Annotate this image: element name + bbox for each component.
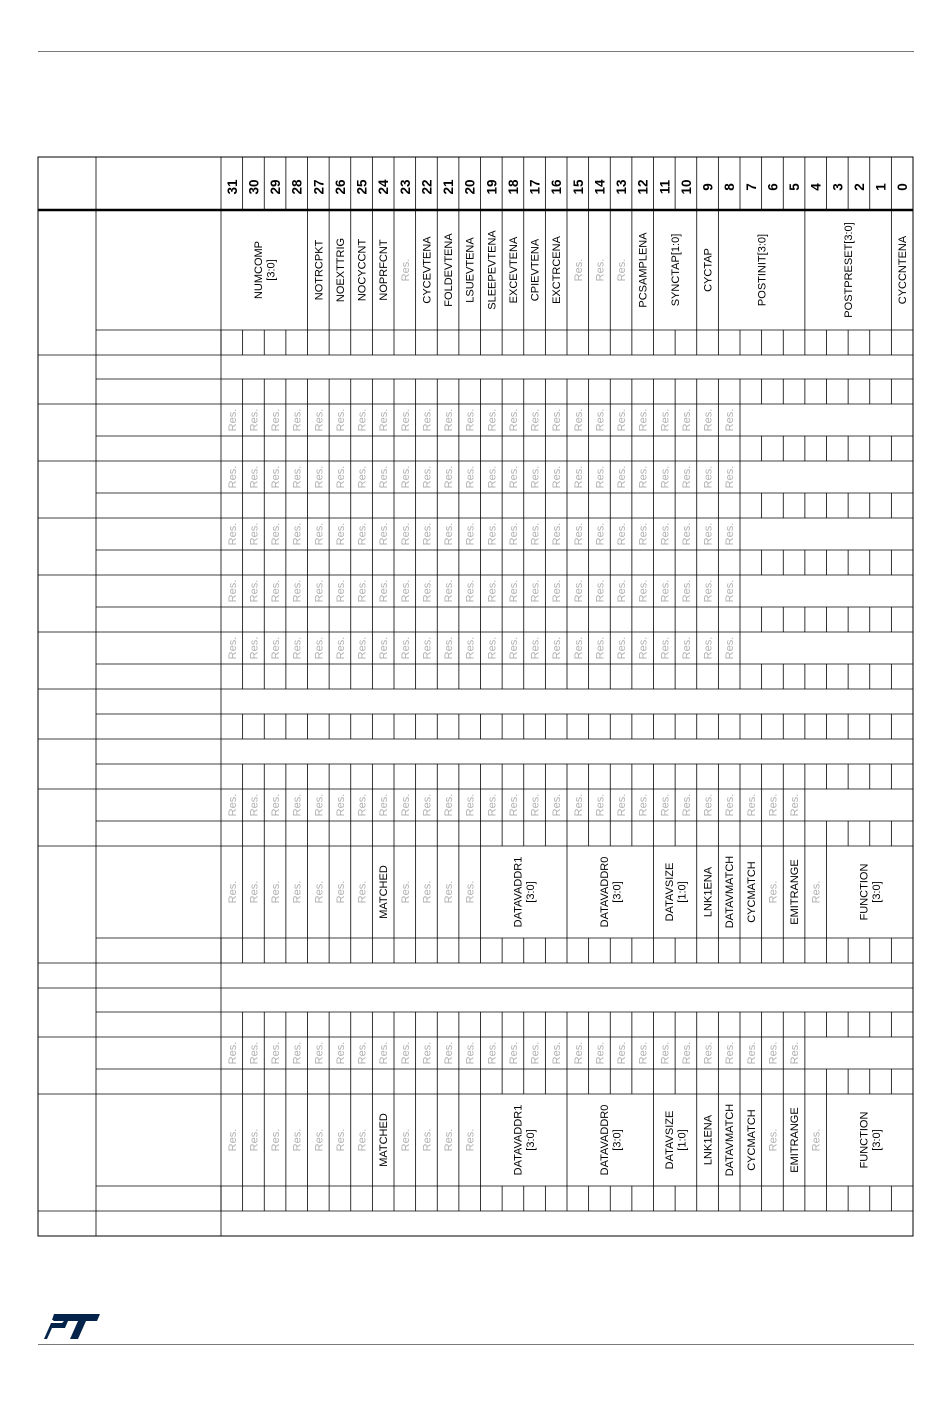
field-label: [3:0] xyxy=(611,1129,624,1151)
reserved-label: Res. xyxy=(680,522,693,546)
field-label: [3:0] xyxy=(611,881,624,903)
reserved-label: Res. xyxy=(507,408,520,432)
field-label: DATAVADDR0 xyxy=(599,1104,611,1176)
page-bottom-rule xyxy=(38,1344,914,1345)
field-label: [3:0] xyxy=(265,259,278,281)
reserved-label: Res. xyxy=(724,579,737,603)
reserved-label: Res. xyxy=(464,408,477,432)
reserved-label: Res. xyxy=(399,880,412,904)
bit-number: 21 xyxy=(441,179,457,195)
bit-number: 19 xyxy=(484,179,500,195)
bit-number: 17 xyxy=(527,179,543,195)
reserved-label: Res. xyxy=(616,465,629,489)
reserved-label: Res. xyxy=(291,522,304,546)
reserved-label: Res. xyxy=(702,1041,715,1065)
reserved-label: Res. xyxy=(291,579,304,603)
reserved-label: Res. xyxy=(745,1041,758,1065)
reserved-label: Res. xyxy=(334,636,347,660)
reserved-label: Res. xyxy=(226,465,239,489)
reserved-label: Res. xyxy=(421,465,434,489)
reserved-label: Res. xyxy=(464,1041,477,1065)
reserved-label: Res. xyxy=(313,465,326,489)
reserved-label: Res. xyxy=(334,1128,347,1152)
field-label: [1:0] xyxy=(676,1129,689,1151)
reserved-label: Res. xyxy=(421,880,434,904)
field-label: EXCTRCENA xyxy=(551,236,564,304)
field-label: NUMCOMP xyxy=(253,240,265,300)
bit-number: 0 xyxy=(895,183,911,191)
reserved-label: Res. xyxy=(291,1128,304,1152)
reserved-label: Res. xyxy=(767,1041,780,1065)
reserved-label: Res. xyxy=(399,522,412,546)
reserved-label: Res. xyxy=(334,1041,347,1065)
reserved-label: Res. xyxy=(291,880,304,904)
reserved-label: Res. xyxy=(464,880,477,904)
reserved-label: Res. xyxy=(421,636,434,660)
reserved-label: Res. xyxy=(767,793,780,817)
reserved-label: Res. xyxy=(724,465,737,489)
reserved-label: Res. xyxy=(702,793,715,817)
reserved-label: Res. xyxy=(702,408,715,432)
reserved-label: Res. xyxy=(248,880,261,904)
reserved-label: Res. xyxy=(421,522,434,546)
reserved-label: Res. xyxy=(680,636,693,660)
field-label: SLEEPEVTENA xyxy=(486,230,499,310)
reserved-label: Res. xyxy=(551,793,564,817)
reserved-label: Res. xyxy=(724,1041,737,1065)
reserved-label: Res. xyxy=(789,793,802,817)
reserved-label: Res. xyxy=(248,636,261,660)
field-label: MATCHED xyxy=(378,865,391,919)
field-label: NOEXTTRIG xyxy=(334,237,347,303)
reserved-label: Res. xyxy=(270,1041,283,1065)
reserved-label: Res. xyxy=(356,793,369,817)
field-label: DATAVMATCH xyxy=(724,855,737,929)
bit-number: 31 xyxy=(224,179,240,195)
reserved-label: Res. xyxy=(399,408,412,432)
reserved-label: Res. xyxy=(767,1128,780,1152)
field-label: [1:0] xyxy=(676,881,689,903)
reserved-label: Res. xyxy=(724,408,737,432)
reserved-label: Res. xyxy=(680,465,693,489)
field-label: PCSAMPLENA xyxy=(637,232,650,308)
reserved-label: Res. xyxy=(270,1128,283,1152)
reserved-label: Res. xyxy=(637,1041,650,1065)
reserved-label: Res. xyxy=(572,408,585,432)
reserved-label: Res. xyxy=(291,793,304,817)
reserved-label: Res. xyxy=(572,465,585,489)
table-frame xyxy=(38,157,913,1236)
field-label: DATAVMATCH xyxy=(724,1103,737,1177)
field-label: CYCTAP xyxy=(702,248,715,292)
field-label: [3:0] xyxy=(525,881,537,903)
reserved-label: Res. xyxy=(270,579,283,603)
reserved-label: Res. xyxy=(659,636,672,660)
reserved-label: Res. xyxy=(529,793,542,817)
reserved-label: Res. xyxy=(702,579,715,603)
reserved-label: Res. xyxy=(443,579,456,603)
bit-number: 25 xyxy=(354,179,370,195)
reserved-label: Res. xyxy=(551,522,564,546)
bit-number: 4 xyxy=(808,183,824,191)
field-label: CPIEVTENA xyxy=(529,238,542,302)
reserved-label: Res. xyxy=(378,793,391,817)
reserved-label: Res. xyxy=(378,522,391,546)
field-label: FUNCTION xyxy=(858,863,871,921)
reserved-label: Res. xyxy=(291,408,304,432)
reserved-label: Res. xyxy=(378,1041,391,1065)
bit-number: 8 xyxy=(722,183,738,191)
bit-number: 6 xyxy=(765,183,781,191)
reserved-label: Res. xyxy=(464,465,477,489)
reserved-label: Res. xyxy=(334,880,347,904)
bit-number: 7 xyxy=(743,183,759,191)
bit-number: 13 xyxy=(614,179,630,195)
reserved-label: Res. xyxy=(594,579,607,603)
reserved-label: Res. xyxy=(356,579,369,603)
reserved-label: Res. xyxy=(572,1041,585,1065)
reserved-label: Res. xyxy=(248,522,261,546)
reserved-label: Res. xyxy=(248,579,261,603)
reserved-label: Res. xyxy=(291,465,304,489)
reserved-label: Res. xyxy=(313,522,326,546)
reserved-label: Res. xyxy=(594,636,607,660)
reserved-label: Res. xyxy=(551,636,564,660)
reserved-label: Res. xyxy=(637,465,650,489)
reserved-label: Res. xyxy=(529,579,542,603)
reserved-label: Res. xyxy=(507,793,520,817)
reserved-label: Res. xyxy=(356,636,369,660)
reserved-label: Res. xyxy=(724,636,737,660)
reserved-label: Res. xyxy=(616,1041,629,1065)
reserved-label: Res. xyxy=(616,258,629,282)
reserved-label: Res. xyxy=(529,1041,542,1065)
reserved-label: Res. xyxy=(594,793,607,817)
reserved-label: Res. xyxy=(486,522,499,546)
field-label: DATAVSIZE xyxy=(663,1110,676,1170)
reserved-label: Res. xyxy=(594,258,607,282)
reserved-label: Res. xyxy=(702,522,715,546)
reserved-label: Res. xyxy=(334,522,347,546)
reserved-label: Res. xyxy=(334,793,347,817)
field-label: DATAVADDR0 xyxy=(599,856,611,928)
bit-number: 9 xyxy=(700,183,716,191)
reserved-label: Res. xyxy=(334,465,347,489)
reserved-label: Res. xyxy=(529,465,542,489)
reserved-label: Res. xyxy=(270,793,283,817)
reserved-label: Res. xyxy=(486,465,499,489)
reserved-label: Res. xyxy=(680,579,693,603)
reserved-label: Res. xyxy=(659,465,672,489)
reserved-label: Res. xyxy=(226,880,239,904)
reserved-label: Res. xyxy=(486,408,499,432)
reserved-label: Res. xyxy=(313,579,326,603)
reserved-label: Res. xyxy=(637,636,650,660)
reserved-label: Res. xyxy=(702,636,715,660)
bit-number: 2 xyxy=(851,183,867,191)
reserved-label: Res. xyxy=(680,408,693,432)
reserved-label: Res. xyxy=(572,636,585,660)
reserved-label: Res. xyxy=(572,579,585,603)
reserved-label: Res. xyxy=(313,1041,326,1065)
reserved-label: Res. xyxy=(356,1041,369,1065)
reserved-label: Res. xyxy=(637,793,650,817)
field-label: EMITRANGE xyxy=(789,1107,802,1173)
reserved-label: Res. xyxy=(572,258,585,282)
reserved-label: Res. xyxy=(637,408,650,432)
reserved-label: Res. xyxy=(226,793,239,817)
reserved-label: Res. xyxy=(529,408,542,432)
bit-number: 28 xyxy=(289,179,305,195)
reserved-label: Res. xyxy=(291,1041,304,1065)
reserved-label: Res. xyxy=(421,579,434,603)
bit-number: 23 xyxy=(397,179,413,195)
reserved-label: Res. xyxy=(421,793,434,817)
reserved-label: Res. xyxy=(443,465,456,489)
bit-number: 15 xyxy=(570,179,586,195)
reserved-label: Res. xyxy=(702,465,715,489)
reserved-label: Res. xyxy=(594,522,607,546)
bit-number: 16 xyxy=(549,179,565,195)
reserved-label: Res. xyxy=(226,522,239,546)
reserved-label: Res. xyxy=(248,793,261,817)
reserved-label: Res. xyxy=(659,522,672,546)
reserved-label: Res. xyxy=(313,408,326,432)
reserved-label: Res. xyxy=(226,636,239,660)
field-label: NOCYCCNT xyxy=(356,238,369,302)
reserved-label: Res. xyxy=(680,793,693,817)
reserved-label: Res. xyxy=(551,465,564,489)
bit-number: 18 xyxy=(505,179,521,195)
reserved-label: Res. xyxy=(313,1128,326,1152)
reserved-label: Res. xyxy=(810,1128,823,1152)
reserved-label: Res. xyxy=(399,1041,412,1065)
bit-number: 3 xyxy=(830,183,846,191)
reserved-label: Res. xyxy=(443,880,456,904)
reserved-label: Res. xyxy=(616,636,629,660)
reserved-label: Res. xyxy=(313,636,326,660)
reserved-label: Res. xyxy=(378,579,391,603)
reserved-label: Res. xyxy=(637,522,650,546)
reserved-label: Res. xyxy=(616,793,629,817)
field-label: MATCHED xyxy=(378,1113,391,1167)
field-label: DATAVADDR1 xyxy=(512,856,525,928)
reserved-label: Res. xyxy=(248,1128,261,1152)
reserved-label: Res. xyxy=(507,636,520,660)
reserved-label: Res. xyxy=(572,793,585,817)
field-label: DATAVSIZE xyxy=(663,862,676,922)
reserved-label: Res. xyxy=(399,1128,412,1152)
bit-number: 10 xyxy=(678,179,694,195)
reserved-label: Res. xyxy=(421,1128,434,1152)
reserved-label: Res. xyxy=(270,408,283,432)
reserved-label: Res. xyxy=(659,408,672,432)
reserved-label: Res. xyxy=(399,636,412,660)
field-label: CYCMATCH xyxy=(745,861,758,923)
reserved-label: Res. xyxy=(334,408,347,432)
reserved-label: Res. xyxy=(334,579,347,603)
field-label: EMITRANGE xyxy=(789,859,802,925)
reserved-label: Res. xyxy=(421,1041,434,1065)
reserved-label: Res. xyxy=(594,408,607,432)
field-label: LNK1ENA xyxy=(702,866,715,918)
reserved-label: Res. xyxy=(637,579,650,603)
reserved-label: Res. xyxy=(356,880,369,904)
bit-number: 24 xyxy=(376,179,392,195)
field-label: CYCEVTENA xyxy=(421,236,434,304)
bit-number: 1 xyxy=(873,183,889,191)
reserved-label: Res. xyxy=(356,408,369,432)
reserved-label: Res. xyxy=(789,1041,802,1065)
reserved-label: Res. xyxy=(270,465,283,489)
field-label: NOPRFCNT xyxy=(378,239,391,301)
reserved-label: Res. xyxy=(551,408,564,432)
reserved-label: Res. xyxy=(594,465,607,489)
reserved-label: Res. xyxy=(248,408,261,432)
reserved-label: Res. xyxy=(486,636,499,660)
field-label: SYNCTAP[1:0] xyxy=(670,233,683,307)
reserved-label: Res. xyxy=(659,793,672,817)
reserved-label: Res. xyxy=(226,408,239,432)
reserved-label: Res. xyxy=(486,793,499,817)
reserved-label: Res. xyxy=(529,636,542,660)
reserved-label: Res. xyxy=(399,579,412,603)
reserved-label: Res. xyxy=(226,1041,239,1065)
reserved-label: Res. xyxy=(356,522,369,546)
field-label: FOLDEVTENA xyxy=(443,233,456,307)
bit-number: 14 xyxy=(592,179,608,195)
reserved-label: Res. xyxy=(507,579,520,603)
reserved-label: Res. xyxy=(507,1041,520,1065)
reserved-label: Res. xyxy=(226,579,239,603)
field-label: DATAVADDR1 xyxy=(512,1104,525,1176)
reserved-label: Res. xyxy=(399,258,412,282)
reserved-label: Res. xyxy=(270,880,283,904)
bit-number: 26 xyxy=(332,179,348,195)
bit-number: 12 xyxy=(635,179,651,195)
reserved-label: Res. xyxy=(270,636,283,660)
reserved-label: Res. xyxy=(572,522,585,546)
reserved-label: Res. xyxy=(529,522,542,546)
reserved-label: Res. xyxy=(399,465,412,489)
reserved-label: Res. xyxy=(616,408,629,432)
bit-number: 20 xyxy=(462,179,478,195)
reserved-label: Res. xyxy=(226,1128,239,1152)
field-label: POSTPRESET[3:0] xyxy=(843,222,856,318)
reserved-label: Res. xyxy=(443,793,456,817)
reserved-label: Res. xyxy=(616,522,629,546)
reserved-label: Res. xyxy=(270,522,283,546)
field-label: POSTINIT[3:0] xyxy=(756,233,769,307)
bit-number: 29 xyxy=(268,179,284,195)
field-label: NOTRCPKT xyxy=(313,239,326,301)
bit-number: 5 xyxy=(787,183,803,191)
field-label: CYCMATCH xyxy=(745,1109,758,1171)
reserved-label: Res. xyxy=(399,793,412,817)
reserved-label: Res. xyxy=(810,880,823,904)
reserved-label: Res. xyxy=(378,408,391,432)
reserved-label: Res. xyxy=(507,522,520,546)
reserved-label: Res. xyxy=(551,579,564,603)
field-label: EXCEVTENA xyxy=(507,236,520,304)
reserved-label: Res. xyxy=(464,793,477,817)
bit-number: 22 xyxy=(419,179,435,195)
reserved-label: Res. xyxy=(291,636,304,660)
reserved-label: Res. xyxy=(443,636,456,660)
reserved-label: Res. xyxy=(594,1041,607,1065)
field-label: [3:0] xyxy=(871,1129,883,1151)
field-label: [3:0] xyxy=(525,1129,537,1151)
bit-number: 11 xyxy=(657,179,673,195)
reserved-label: Res. xyxy=(421,408,434,432)
st-logo xyxy=(44,1312,102,1342)
reserved-label: Res. xyxy=(659,579,672,603)
reserved-label: Res. xyxy=(616,579,629,603)
reserved-label: Res. xyxy=(507,465,520,489)
field-label: CYCCNTENA xyxy=(897,235,910,305)
bit-number: 27 xyxy=(311,179,327,195)
field-label: FUNCTION xyxy=(858,1111,871,1169)
reserved-label: Res. xyxy=(378,636,391,660)
reserved-label: Res. xyxy=(745,793,758,817)
reserved-label: Res. xyxy=(659,1041,672,1065)
field-label: LNK1ENA xyxy=(702,1114,715,1166)
reserved-label: Res. xyxy=(378,465,391,489)
reserved-label: Res. xyxy=(486,579,499,603)
bit-number: 30 xyxy=(246,179,262,195)
reserved-label: Res. xyxy=(443,1128,456,1152)
field-label: LSUEVTENA xyxy=(464,237,477,303)
field-label: [3:0] xyxy=(871,881,883,903)
reserved-label: Res. xyxy=(443,408,456,432)
reserved-label: Res. xyxy=(486,1041,499,1065)
reserved-label: Res. xyxy=(464,1128,477,1152)
reserved-label: Res. xyxy=(680,1041,693,1065)
reserved-label: Res. xyxy=(248,465,261,489)
reserved-label: Res. xyxy=(724,793,737,817)
reserved-label: Res. xyxy=(724,522,737,546)
reserved-label: Res. xyxy=(248,1041,261,1065)
reserved-label: Res. xyxy=(443,1041,456,1065)
reserved-label: Res. xyxy=(551,1041,564,1065)
reserved-label: Res. xyxy=(356,1128,369,1152)
reserved-label: Res. xyxy=(313,793,326,817)
reserved-label: Res. xyxy=(464,636,477,660)
reserved-label: Res. xyxy=(464,522,477,546)
reserved-label: Res. xyxy=(356,465,369,489)
reserved-label: Res. xyxy=(313,880,326,904)
reserved-label: Res. xyxy=(767,880,780,904)
reserved-label: Res. xyxy=(443,522,456,546)
reserved-label: Res. xyxy=(464,579,477,603)
